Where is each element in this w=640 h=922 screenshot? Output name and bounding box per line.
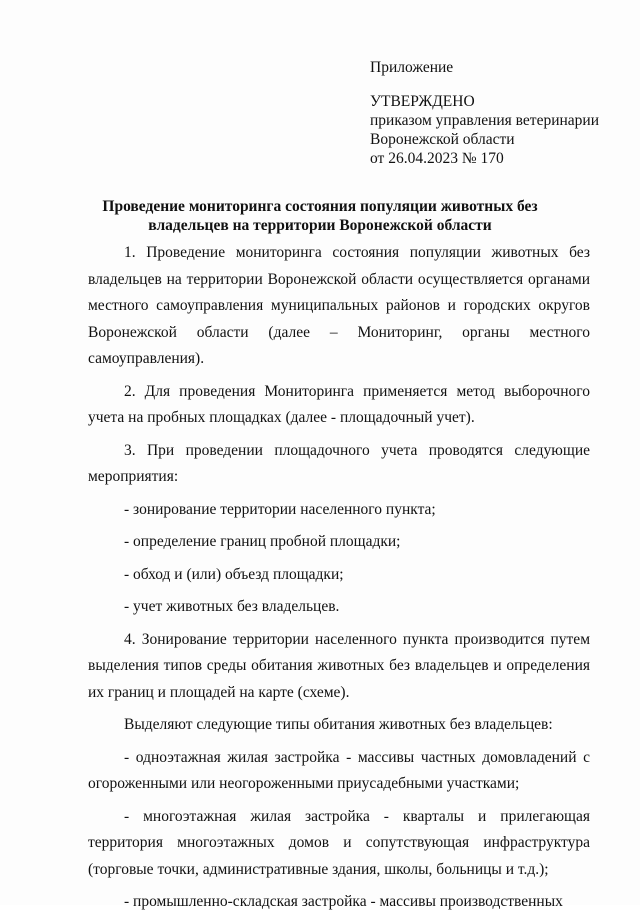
approval-block [370,92,599,168]
document-title: Проведение мониторинга состояния популяции животных без владельцев на территории Воронежской области [102,198,538,234]
paragraph-2: 2. Для проведения Мониторинга применяется метод выборочного учета на пробных площадках (далее - площадочный учет). [88,382,590,426]
list-item: - одноэтажная жилая застройка - массивы частных домовладений с огороженными или неогороженными приусадебными участками; [88,748,590,792]
paragraph-1: 1. Проведение мониторинга состояния популяции животных без владельцев на территории Воронежской области осуществляется органами местного самоуправления муниципальных районов и городских округов Воронежской области (далее – Мониторинг, органы местного самоуправления). [88,244,590,367]
list-item: - учет животных без владельцев. [124,598,340,615]
habitat-types-intro: Выделяют следующие типы обитания животных без владельцев: [124,716,553,733]
list-item: - определение границ пробной площадки; [124,533,401,550]
approval-order-line: приказом управления ветеринарии [370,112,600,129]
list-item: - зонирование территории населенного пункта; [124,500,436,518]
document-body [88,240,590,922]
approval-date-line: от 26.04.2023 № 170 [370,150,504,167]
appendix-label: Приложение [370,59,454,76]
list-item: - промышленно-складская застройка - массивы производственных [124,893,563,910]
list-item: - обход и (или) объезд площадки; [124,565,344,583]
paragraph-4: 4. Зонирование территории населенного пункта производится путем выделения типов среды обитания животных без владельцев и определения их границ и площадей на карте (схеме). [88,630,590,701]
approval-region-line: Воронежской области [370,131,515,148]
approved-label: УТВЕРЖДЕНО [370,93,475,110]
list-item: - многоэтажная жилая застройка - кварталы и прилегающая территория многоэтажных домов и сопутствующая инфраструктура (торговые точки, административные здания, школы, больницы и т.д.); [88,807,590,878]
paragraph-3: 3. При проведении площадочного учета проводятся следующие мероприятия: [88,441,590,485]
